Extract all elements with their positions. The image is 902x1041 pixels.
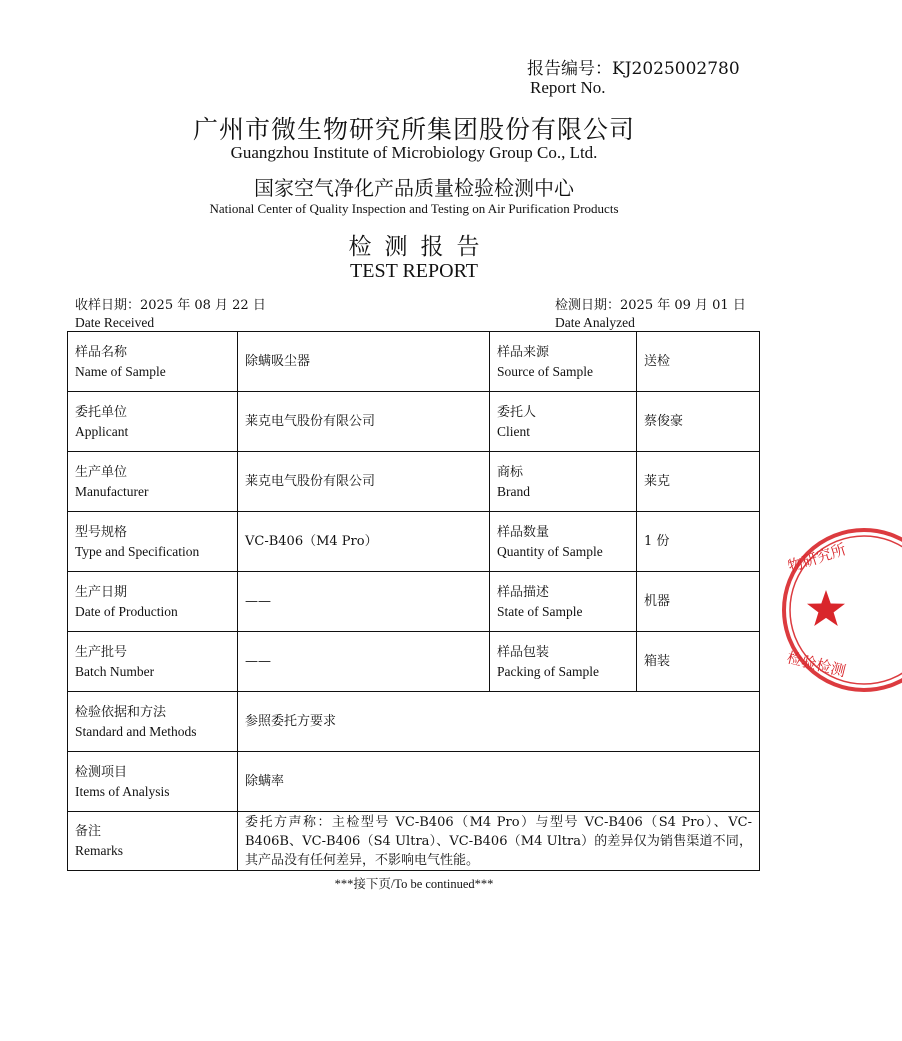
date-analyzed	[555, 297, 746, 331]
field-label: 检验依据和方法 Standard and Methods	[68, 692, 238, 752]
table-row	[68, 392, 760, 452]
date-received	[75, 297, 266, 331]
table-row	[68, 512, 760, 572]
table-row-remarks	[68, 812, 760, 871]
field-value: ——	[238, 632, 490, 692]
table-row	[68, 332, 760, 392]
field-label: 商标 Brand	[490, 452, 637, 512]
field-label: 样品来源 Source of Sample	[490, 332, 637, 392]
field-value: 箱装	[637, 632, 760, 692]
field-label: 生产单位 Manufacturer	[68, 452, 238, 512]
report-title-en: TEST REPORT	[350, 260, 478, 282]
table-row-items	[68, 752, 760, 812]
official-seal	[782, 520, 902, 700]
date-analyzed-cn: 检测日期：2025 年 09 月 01 日	[555, 298, 746, 313]
continued-note: ***接下页/To be continued***	[334, 877, 494, 891]
date-received-en: Date Received	[75, 315, 155, 330]
field-value: 蔡俊豪	[637, 392, 760, 452]
field-label: 检测项目 Items of Analysis	[68, 752, 238, 812]
field-label: 委托人 Client	[490, 392, 637, 452]
field-value: VC-B406（M4 Pro）	[238, 512, 490, 572]
field-value: 除螨率	[238, 752, 760, 812]
field-label: 样品包装 Packing of Sample	[490, 632, 637, 692]
field-label: 样品名称 Name of Sample	[68, 332, 238, 392]
organization-name-cn: 广州市微生物研究所集团股份有限公司	[192, 115, 635, 144]
remarks-text: 委托方声称：主检型号 VC-B406（M4 Pro）与型号 VC-B406（S4 Pro）、VC-B406B、VC-B406（S4 Ultra）、VC-B406（M4 Ultra）的差异仅为销售渠道不同，其产品没有任何差异，不影响电气性能。	[238, 812, 760, 871]
field-value: 1 份	[637, 512, 760, 572]
report-number: 报告编号：KJ2025002780	[527, 59, 740, 79]
testing-center-cn: 国家空气净化产品质量检验检测中心	[254, 176, 574, 200]
sample-info-table	[67, 331, 760, 871]
organization-name-en: Guangzhou Institute of Microbiology Group Co., Ltd.	[230, 143, 598, 162]
field-label: 生产批号 Batch Number	[68, 632, 238, 692]
field-label: 委托单位 Applicant	[68, 392, 238, 452]
svg-text:检验检测: 检验检测	[785, 648, 848, 681]
table-row	[68, 452, 760, 512]
svg-text:物研究所: 物研究所	[785, 540, 849, 576]
field-value: 除螨吸尘器	[238, 332, 490, 392]
report-number-en: Report No.	[530, 78, 606, 97]
report-title-cn: 检测报告	[348, 234, 493, 260]
field-value: 莱克电气股份有限公司	[238, 452, 490, 512]
date-received-cn: 收样日期：2025 年 08 月 22 日	[75, 298, 266, 313]
field-value: 送检	[637, 332, 760, 392]
table-row	[68, 572, 760, 632]
field-label: 样品描述 State of Sample	[490, 572, 637, 632]
seal-star-icon	[807, 590, 845, 626]
field-value: 参照委托方要求	[238, 692, 760, 752]
date-analyzed-en: Date Analyzed	[555, 315, 635, 330]
field-label: 生产日期 Date of Production	[68, 572, 238, 632]
field-value: 莱克	[637, 452, 760, 512]
field-value: 机器	[637, 572, 760, 632]
field-value: 莱克电气股份有限公司	[238, 392, 490, 452]
field-label: 备注 Remarks	[68, 812, 238, 871]
table-row-standard	[68, 692, 760, 752]
field-value: ——	[238, 572, 490, 632]
field-label: 样品数量 Quantity of Sample	[490, 512, 637, 572]
table-row	[68, 632, 760, 692]
testing-center-en: National Center of Quality Inspection and Testing on Air Purification Products	[209, 201, 619, 216]
field-label: 型号规格 Type and Specification	[68, 512, 238, 572]
